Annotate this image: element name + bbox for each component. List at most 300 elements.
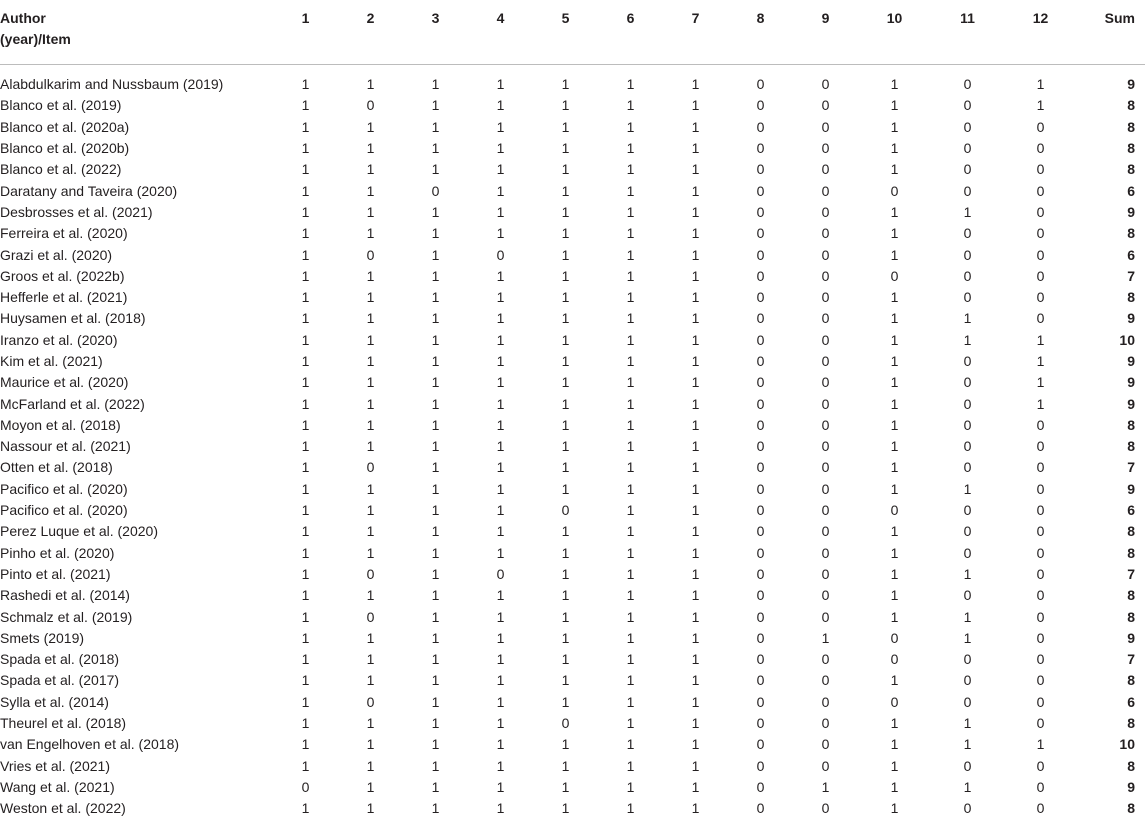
- score-cell: 0: [963, 246, 972, 263]
- score-cell: 0: [821, 353, 830, 369]
- score-cell: 1: [431, 523, 440, 540]
- score-cell: 0: [963, 267, 972, 284]
- score-cell: 0: [1036, 565, 1045, 582]
- sum-cell: 8: [1127, 161, 1135, 178]
- table-row: [0, 670, 1145, 691]
- score-cell: 1: [626, 587, 635, 604]
- score-cell: 1: [496, 76, 505, 93]
- score-cell: 1: [561, 651, 570, 668]
- score-cell: 0: [756, 651, 765, 668]
- score-cell: 1: [626, 672, 635, 689]
- score-cell: 1: [561, 246, 570, 263]
- score-cell: 1: [561, 608, 570, 625]
- score-cell: 1: [431, 651, 440, 668]
- author-cell: Theurel et al. (2018): [0, 715, 127, 732]
- score-cell: 1: [301, 416, 310, 433]
- score-cell: 0: [890, 267, 899, 284]
- score-cell: 0: [1036, 587, 1045, 604]
- score-cell: 1: [301, 267, 310, 284]
- score-cell: 0: [1036, 523, 1045, 540]
- score-cell: 0: [963, 140, 972, 157]
- table-body: [0, 65, 1145, 820]
- score-cell: 0: [561, 502, 570, 519]
- score-cell: 1: [496, 736, 505, 753]
- score-cell: 1: [691, 161, 700, 178]
- score-cell: 1: [496, 757, 505, 774]
- score-cell: 1: [561, 565, 570, 582]
- sum-cell: 7: [1127, 565, 1135, 582]
- score-cell: 1: [561, 203, 570, 220]
- author-cell: Grazi et al. (2020): [0, 246, 113, 263]
- score-cell: 0: [756, 587, 765, 604]
- table-row: [0, 159, 1145, 180]
- sum-cell: 10: [1119, 736, 1135, 753]
- score-cell: 1: [496, 374, 505, 391]
- sum-cell: 8: [1127, 523, 1135, 540]
- table-row: [0, 798, 1145, 819]
- author-cell: Nassour et al. (2021): [0, 438, 131, 455]
- sum-cell: 8: [1127, 800, 1135, 817]
- score-cell: 0: [963, 544, 972, 561]
- score-cell: 0: [963, 587, 972, 604]
- score-cell: 1: [890, 544, 899, 561]
- sum-cell: 6: [1127, 182, 1135, 199]
- score-cell: 1: [301, 97, 310, 114]
- item-column-header: 6: [598, 0, 663, 65]
- score-cell: 1: [890, 757, 899, 774]
- score-cell: 1: [496, 608, 505, 625]
- score-cell: 0: [963, 76, 972, 93]
- sum-cell: 6: [1127, 502, 1135, 519]
- score-cell: 1: [431, 502, 440, 519]
- score-cell: 1: [561, 374, 570, 391]
- score-cell: 1: [301, 353, 310, 369]
- score-cell: 1: [366, 395, 375, 412]
- score-cell: 1: [366, 353, 375, 369]
- score-cell: 1: [301, 629, 310, 646]
- author-cell: Alabdulkarim and Nussbaum (2019): [0, 76, 224, 93]
- score-cell: 1: [366, 757, 375, 774]
- score-cell: 0: [821, 140, 830, 157]
- score-cell: 1: [626, 246, 635, 263]
- author-cell: Blanco et al. (2022): [0, 161, 122, 178]
- score-cell: 1: [626, 182, 635, 199]
- score-cell: 0: [301, 778, 310, 795]
- score-cell: 1: [626, 502, 635, 519]
- score-cell: 1: [496, 629, 505, 646]
- score-cell: 0: [1036, 438, 1045, 455]
- item-column-header: 9: [793, 0, 858, 65]
- score-cell: 1: [431, 565, 440, 582]
- score-cell: 0: [963, 693, 972, 710]
- table-row: [0, 95, 1145, 116]
- score-cell: 1: [431, 459, 440, 476]
- author-cell: Ferreira et al. (2020): [0, 225, 128, 242]
- score-cell: 0: [1036, 459, 1045, 476]
- score-cell: 1: [496, 267, 505, 284]
- score-cell: 0: [890, 629, 899, 646]
- score-cell: 0: [756, 438, 765, 455]
- score-cell: 1: [366, 502, 375, 519]
- score-cell: 1: [691, 416, 700, 433]
- score-cell: 0: [756, 267, 765, 284]
- score-cell: 0: [963, 523, 972, 540]
- score-cell: 1: [431, 353, 440, 369]
- sum-cell: 9: [1127, 629, 1135, 646]
- score-cell: 1: [626, 565, 635, 582]
- score-cell: 0: [756, 757, 765, 774]
- score-cell: 1: [301, 76, 310, 93]
- score-cell: 1: [890, 118, 899, 135]
- score-cell: 1: [691, 544, 700, 561]
- score-cell: 1: [301, 459, 310, 476]
- author-cell: Maurice et al. (2020): [0, 374, 129, 391]
- score-cell: 1: [301, 438, 310, 455]
- score-cell: 1: [561, 778, 570, 795]
- table-row: [0, 202, 1145, 223]
- score-cell: 1: [691, 608, 700, 625]
- score-cell: 0: [821, 267, 830, 284]
- score-cell: 0: [963, 800, 972, 817]
- score-cell: 1: [496, 480, 505, 497]
- score-cell: 1: [963, 608, 972, 625]
- score-cell: 1: [561, 289, 570, 306]
- score-cell: 1: [691, 182, 700, 199]
- score-cell: 1: [561, 161, 570, 178]
- sum-cell: 8: [1127, 438, 1135, 455]
- score-cell: 1: [890, 715, 899, 732]
- score-cell: 1: [691, 267, 700, 284]
- score-cell: 1: [366, 672, 375, 689]
- score-cell: 1: [626, 76, 635, 93]
- score-cell: 1: [561, 416, 570, 433]
- score-cell: 0: [756, 374, 765, 391]
- score-cell: 1: [963, 331, 972, 348]
- table-row: [0, 734, 1145, 755]
- item-column-header: 11: [931, 0, 1004, 65]
- score-cell: 1: [366, 289, 375, 306]
- score-cell: 1: [431, 416, 440, 433]
- score-cell: 0: [756, 800, 765, 817]
- score-cell: 1: [496, 416, 505, 433]
- sum-cell: 7: [1127, 267, 1135, 284]
- author-cell: van Engelhoven et al. (2018): [0, 736, 180, 753]
- score-cell: 1: [691, 395, 700, 412]
- score-cell: 0: [1036, 267, 1045, 284]
- sum-cell: 9: [1127, 353, 1135, 369]
- score-cell: 0: [756, 182, 765, 199]
- item-column-header: 7: [663, 0, 728, 65]
- score-cell: 0: [821, 182, 830, 199]
- table-row: [0, 308, 1145, 329]
- score-cell: 1: [626, 289, 635, 306]
- score-cell: 1: [431, 438, 440, 455]
- score-cell: 1: [691, 502, 700, 519]
- score-cell: 1: [301, 182, 310, 199]
- score-cell: 0: [963, 353, 972, 369]
- score-cell: 1: [366, 118, 375, 135]
- sum-cell: 8: [1127, 608, 1135, 625]
- score-cell: 1: [431, 310, 440, 327]
- score-cell: 0: [561, 715, 570, 732]
- author-cell: Pinto et al. (2021): [0, 565, 111, 582]
- table-row: [0, 628, 1145, 649]
- score-cell: 1: [431, 140, 440, 157]
- score-cell: 1: [496, 502, 505, 519]
- item-column-header: 12: [1004, 0, 1077, 65]
- score-cell: 1: [626, 438, 635, 455]
- score-cell: 1: [691, 353, 700, 369]
- header-row: [0, 0, 1145, 65]
- score-cell: 1: [890, 353, 899, 369]
- score-cell: 1: [301, 502, 310, 519]
- score-cell: 1: [890, 736, 899, 753]
- score-cell: 1: [431, 246, 440, 263]
- author-cell: Schmalz et al. (2019): [0, 608, 133, 625]
- score-cell: 1: [431, 331, 440, 348]
- sum-cell: 8: [1127, 97, 1135, 114]
- author-column-header: [0, 0, 273, 65]
- author-cell: Blanco et al. (2020a): [0, 118, 130, 135]
- score-cell: 1: [301, 480, 310, 497]
- score-cell: 1: [691, 331, 700, 348]
- score-cell: 0: [756, 331, 765, 348]
- author-cell: Otten et al. (2018): [0, 459, 113, 476]
- score-cell: 1: [366, 331, 375, 348]
- score-cell: 1: [626, 757, 635, 774]
- score-cell: 1: [890, 331, 899, 348]
- score-cell: 1: [890, 374, 899, 391]
- score-cell: 1: [301, 161, 310, 178]
- score-cell: 0: [821, 523, 830, 540]
- score-cell: 0: [963, 651, 972, 668]
- sum-cell: 9: [1127, 203, 1135, 220]
- score-cell: 1: [496, 693, 505, 710]
- score-cell: 1: [301, 289, 310, 306]
- score-cell: 1: [890, 800, 899, 817]
- score-cell: 0: [756, 289, 765, 306]
- score-cell: 1: [561, 353, 570, 369]
- score-cell: 0: [1036, 289, 1045, 306]
- author-cell: Pacifico et al. (2020): [0, 502, 128, 519]
- author-cell: Weston et al. (2022): [0, 800, 126, 817]
- item-column-header: 5: [533, 0, 598, 65]
- item-column-header: 1: [273, 0, 338, 65]
- score-cell: 1: [496, 778, 505, 795]
- score-cell: 0: [821, 161, 830, 178]
- score-cell: 1: [431, 608, 440, 625]
- score-cell: 0: [756, 118, 765, 135]
- score-cell: 0: [821, 544, 830, 561]
- score-cell: 1: [691, 565, 700, 582]
- score-cell: 1: [691, 310, 700, 327]
- score-cell: 1: [431, 800, 440, 817]
- score-cell: 1: [561, 118, 570, 135]
- score-cell: 0: [1036, 544, 1045, 561]
- score-cell: 0: [756, 480, 765, 497]
- score-cell: 1: [366, 182, 375, 199]
- sum-cell: 7: [1127, 651, 1135, 668]
- score-cell: 1: [431, 629, 440, 646]
- score-cell: 1: [431, 289, 440, 306]
- score-cell: 0: [756, 246, 765, 263]
- score-cell: 1: [890, 395, 899, 412]
- author-cell: Moyon et al. (2018): [0, 416, 121, 433]
- score-cell: 1: [366, 76, 375, 93]
- score-cell: 0: [366, 608, 375, 625]
- table-row: [0, 521, 1145, 542]
- score-cell: 0: [821, 459, 830, 476]
- item-column-header: 3: [403, 0, 468, 65]
- score-cell: 0: [821, 651, 830, 668]
- score-cell: 1: [496, 353, 505, 369]
- score-cell: 1: [890, 608, 899, 625]
- score-cell: 0: [821, 736, 830, 753]
- score-cell: 1: [431, 395, 440, 412]
- score-cell: 1: [626, 310, 635, 327]
- score-cell: 1: [626, 353, 635, 369]
- score-cell: 1: [626, 693, 635, 710]
- sum-cell: 9: [1127, 374, 1135, 391]
- score-cell: 1: [561, 523, 570, 540]
- score-cell: 0: [1036, 502, 1045, 519]
- score-cell: 1: [691, 651, 700, 668]
- score-cell: 0: [963, 395, 972, 412]
- table-row: [0, 436, 1145, 457]
- sum-cell: 10: [1119, 331, 1135, 348]
- score-cell: 1: [496, 395, 505, 412]
- sum-cell: 9: [1127, 310, 1135, 327]
- score-cell: 1: [301, 651, 310, 668]
- score-cell: 1: [626, 97, 635, 114]
- score-cell: 1: [431, 693, 440, 710]
- table-header: [0, 0, 1145, 65]
- score-cell: 1: [626, 331, 635, 348]
- author-header-line2: (year)/Item: [0, 31, 71, 47]
- score-cell: 1: [366, 310, 375, 327]
- score-cell: 0: [756, 459, 765, 476]
- score-cell: 1: [691, 76, 700, 93]
- score-cell: 1: [890, 480, 899, 497]
- score-cell: 1: [1036, 97, 1045, 114]
- table-row: [0, 500, 1145, 521]
- score-cell: 0: [756, 693, 765, 710]
- score-cell: 1: [626, 140, 635, 157]
- score-cell: 0: [963, 672, 972, 689]
- score-cell: 1: [496, 438, 505, 455]
- score-cell: 1: [890, 289, 899, 306]
- score-cell: 0: [821, 672, 830, 689]
- score-cell: 1: [626, 267, 635, 284]
- score-cell: 1: [431, 97, 440, 114]
- score-cell: 0: [366, 693, 375, 710]
- score-cell: 1: [890, 565, 899, 582]
- score-cell: 0: [756, 736, 765, 753]
- score-cell: 0: [963, 161, 972, 178]
- table-row: [0, 457, 1145, 478]
- score-cell: 0: [756, 416, 765, 433]
- score-cell: 1: [301, 331, 310, 348]
- score-cell: 0: [821, 693, 830, 710]
- score-cell: 0: [963, 502, 972, 519]
- score-cell: 0: [821, 331, 830, 348]
- score-cell: 1: [496, 289, 505, 306]
- item-column-header: 8: [728, 0, 793, 65]
- score-cell: 1: [301, 565, 310, 582]
- score-cell: 0: [756, 715, 765, 732]
- author-cell: Wang et al. (2021): [0, 778, 115, 795]
- score-cell: 1: [963, 778, 972, 795]
- score-cell: 0: [963, 438, 972, 455]
- score-cell: 0: [756, 502, 765, 519]
- table-row: [0, 287, 1145, 308]
- score-cell: 1: [1036, 374, 1045, 391]
- score-cell: 1: [691, 438, 700, 455]
- score-cell: 1: [626, 544, 635, 561]
- score-cell: 0: [756, 778, 765, 795]
- score-cell: 1: [626, 395, 635, 412]
- score-cell: 0: [366, 459, 375, 476]
- score-cell: 0: [890, 651, 899, 668]
- score-cell: 0: [821, 289, 830, 306]
- score-cell: 1: [496, 523, 505, 540]
- author-cell: Rashedi et al. (2014): [0, 587, 130, 604]
- score-cell: 1: [626, 651, 635, 668]
- sum-cell: 9: [1127, 395, 1135, 412]
- author-cell: Perez Luque et al. (2020): [0, 523, 158, 540]
- score-cell: 1: [691, 225, 700, 242]
- author-cell: Vries et al. (2021): [0, 757, 110, 774]
- score-cell: 0: [366, 97, 375, 114]
- score-cell: 1: [691, 778, 700, 795]
- sum-cell: 8: [1127, 118, 1135, 135]
- score-cell: 1: [963, 480, 972, 497]
- author-cell: Blanco et al. (2020b): [0, 140, 130, 157]
- score-cell: 1: [301, 800, 310, 817]
- score-cell: 1: [890, 310, 899, 327]
- score-cell: 1: [366, 203, 375, 220]
- score-cell: 1: [496, 140, 505, 157]
- table-row: [0, 564, 1145, 585]
- score-cell: 0: [756, 161, 765, 178]
- score-cell: 1: [366, 267, 375, 284]
- item-column-header: 2: [338, 0, 403, 65]
- score-cell: 1: [496, 97, 505, 114]
- score-cell: 1: [691, 374, 700, 391]
- score-cell: 0: [821, 715, 830, 732]
- score-cell: 1: [691, 289, 700, 306]
- score-cell: 1: [561, 182, 570, 199]
- score-cell: 1: [691, 480, 700, 497]
- score-cell: 1: [301, 118, 310, 135]
- score-cell: 1: [561, 140, 570, 157]
- score-cell: 1: [301, 693, 310, 710]
- score-cell: 1: [561, 395, 570, 412]
- sum-cell: 6: [1127, 693, 1135, 710]
- score-cell: 0: [821, 480, 830, 497]
- score-cell: 1: [301, 374, 310, 391]
- score-cell: 1: [626, 608, 635, 625]
- score-cell: 1: [496, 587, 505, 604]
- item-column-header: 4: [468, 0, 533, 65]
- score-cell: 0: [963, 416, 972, 433]
- score-cell: 1: [890, 76, 899, 93]
- score-cell: 0: [1036, 203, 1045, 220]
- score-cell: 1: [366, 544, 375, 561]
- score-cell: 1: [301, 672, 310, 689]
- score-cell: 1: [301, 608, 310, 625]
- score-cell: 0: [756, 523, 765, 540]
